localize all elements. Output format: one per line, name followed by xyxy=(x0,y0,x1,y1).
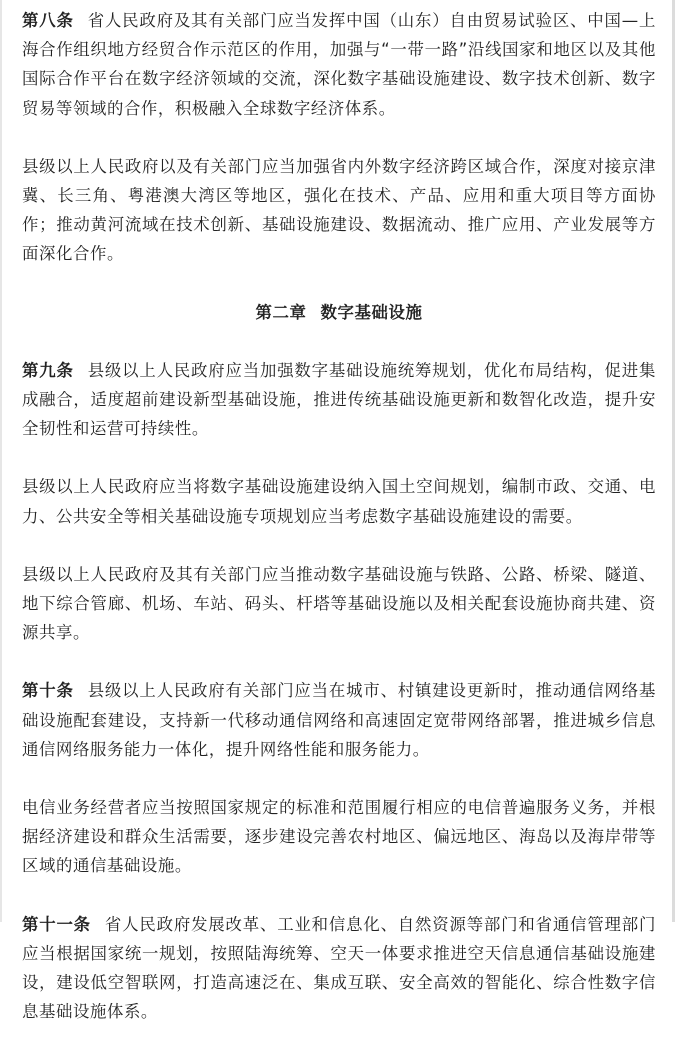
paragraph-text: 县级以上人民政府以及有关部门应当加强省内外数字经济跨区域合作，深度对接京津冀、长三角、粤港澳大湾区等地区，强化在技术、产品、应用和重大项目等方面协作；推动黄河流域在技术创新、基础设施建设、数据流动、推广应用、产业发展等方面深化合作。 xyxy=(22,156,656,264)
paragraph-text: 省人民政府发展改革、工业和信息化、自然资源等部门和省通信管理部门应当根据国家统一规划，按照陆海统筹、空天一体要求推进空天信息通信基础设施建设，建设低空智联网，打造高速泛在、集成互联、安全高效的智能化、综合性数字信息基础设施体系。 xyxy=(22,914,656,1022)
chapter-title: 数字基础设施 xyxy=(320,302,423,322)
document-body xyxy=(22,6,656,1055)
article-9-paragraph-2 xyxy=(22,472,656,530)
article-8-paragraph-2 xyxy=(22,152,656,269)
paragraph-text: 电信业务经营者应当按照国家规定的标准和范围履行相应的电信普遍服务义务，并根据经济建设和群众生活需要，逐步建设完善农村地区、偏远地区、海岛以及海岸带等区域的通信基础设施。 xyxy=(22,798,656,876)
article-10-paragraph-2 xyxy=(22,793,656,881)
article-8-paragraph-1 xyxy=(22,6,656,123)
article-10-paragraph-1 xyxy=(22,676,656,764)
chapter-heading xyxy=(22,298,656,327)
paragraph-text: 县级以上人民政府应当将数字基础设施建设纳入国土空间规划，编制市政、交通、电力、公共安全等相关基础设施专项规划应当考虑数字基础设施建设的需要。 xyxy=(22,477,656,526)
article-9-paragraph-3 xyxy=(22,560,656,648)
chapter-number: 第二章 xyxy=(255,302,307,322)
paragraph-text: 省人民政府及其有关部门应当发挥中国（山东）自由贸易试验区、中国—上海合作组织地方经贸合作示范区的作用，加强与“一带一路”沿线国家和地区以及其他国际合作平台在数字经济领域的交流，深化数字基础设施建设、数字技术创新、数字贸易等领域的合作，积极融入全球数字经济体系。 xyxy=(22,11,656,118)
left-border xyxy=(0,0,2,922)
paragraph-text: 县级以上人民政府应当加强数字基础设施统筹规划，优化布局结构，促进集成融合，适度超前建设新型基础设施，推进传统基础设施更新和数智化改造，提升安全韧性和运营可持续性。 xyxy=(22,360,656,439)
article-number: 第十条 xyxy=(22,681,74,701)
article-9-paragraph-1 xyxy=(22,356,656,444)
paragraph-text: 县级以上人民政府有关部门应当在城市、村镇建设更新时，推动通信网络基础设施配套建设，支持新一代移动通信网络和高速固定宽带网络部署，推进城乡信息通信网络服务能力一体化，提升网络性能和服务能力。 xyxy=(22,681,656,759)
paragraph-text: 县级以上人民政府及其有关部门应当推动数字基础设施与铁路、公路、桥梁、隧道、地下综合管廊、机场、车站、码头、杆塔等基础设施以及相关配套设施协商共建、资源共享。 xyxy=(22,564,656,643)
article-number: 第八条 xyxy=(22,11,74,30)
article-number: 第十一条 xyxy=(22,914,91,934)
article-11-paragraph-1 xyxy=(22,910,656,1027)
article-number: 第九条 xyxy=(22,360,74,380)
